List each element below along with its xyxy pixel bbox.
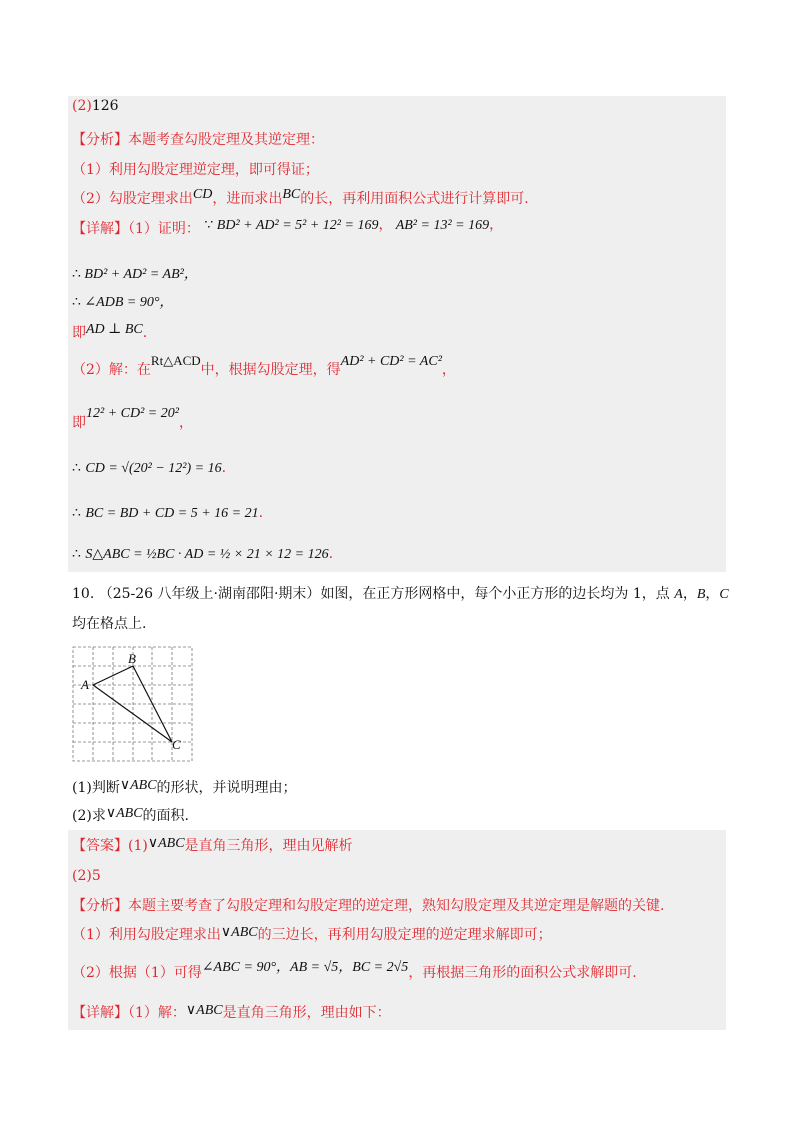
eq-sum-of-squares: ∴ BD² + AD² = AB²， bbox=[72, 267, 198, 282]
analysis-2-point-2: （2）根据（1）可得∠ABC = 90°，AB = √5，BC = 2√5，再根据三角形的面积公式求解即可. bbox=[72, 960, 637, 981]
sub-question-2: (2)求∨ABC的面积. bbox=[72, 806, 189, 824]
question-10-line-2: 均在格点上. bbox=[72, 616, 147, 632]
eq-ab2: AB² = 13² = 169 bbox=[395, 218, 490, 233]
point-c-label: C bbox=[172, 737, 181, 752]
item2-answer-line: (2)126 bbox=[72, 98, 119, 114]
detail-2-line-1: 【详解】（1）解：∨ABC是直角三角形，理由如下： bbox=[72, 1003, 391, 1021]
eq-bc-value: ∴ BC = BD + CD = 5 + 16 = 21. bbox=[72, 505, 264, 521]
analysis-point-1: （1）利用勾股定理逆定理，即可得证； bbox=[72, 162, 319, 178]
question-10-line-1: 10. （25-26 八年级上·湖南邵阳·期末）如图，在正方形网格中，每个小正方形的边长均为 1，点 A，B，C bbox=[72, 586, 729, 602]
point-b-label: B bbox=[128, 651, 136, 666]
analysis-heading-2: 【分析】本题主要考查了勾股定理和勾股定理的逆定理，熟知勾股定理及其逆定理是解题的关键. bbox=[72, 898, 665, 914]
detail-line-1: 【详解】（1）证明： ∵ BD² + AD² = 5² + 12² = 169， AB² = 13² = 169， bbox=[72, 218, 504, 237]
sub-question-1: (1)判断∨ABC的形状，并说明理由； bbox=[72, 778, 297, 796]
eq-cd-value: ∴ CD = √(20² − 12²) = 16. bbox=[72, 460, 227, 476]
analysis-point-2: （2）勾股定理求出CD，进而求出BC的长，再利用面积公式进行计算即可. bbox=[72, 187, 529, 207]
eq-perpendicular: 即AD ⊥ BC. bbox=[72, 322, 148, 341]
question-source: （25-26 八年级上·湖南邵阳·期末） bbox=[98, 586, 321, 602]
eq-bd2-ad2: BD² + AD² = 5² + 12² = 169 bbox=[216, 218, 379, 233]
analysis-heading: 【分析】本题考查勾股定理及其逆定理： bbox=[72, 132, 324, 148]
eq-cd-squared: 即12² + CD² = 20²， bbox=[72, 406, 193, 431]
point-a-label: A bbox=[81, 677, 89, 692]
solution-part-2: （2）解：在Rt△ACD中，根据勾股定理，得AD² + CD² = AC²， bbox=[72, 353, 456, 378]
eq-area: ∴ S△ABC = ½BC · AD = ½ × 21 × 12 = 126. bbox=[72, 546, 334, 562]
eq-right-angle: ∴ ∠ADB = 90°， bbox=[72, 295, 174, 310]
answer-line-2: (2)5 bbox=[72, 868, 101, 884]
analysis-2-point-1: （1）利用勾股定理求出∨ABC的三边长，再利用勾股定理的逆定理求解即可； bbox=[72, 925, 552, 943]
grid-triangle-figure bbox=[72, 646, 194, 764]
answer-line-1: 【答案】(1)∨ABC是直角三角形，理由见解析 bbox=[72, 836, 353, 854]
question-number: 10. bbox=[72, 586, 95, 602]
